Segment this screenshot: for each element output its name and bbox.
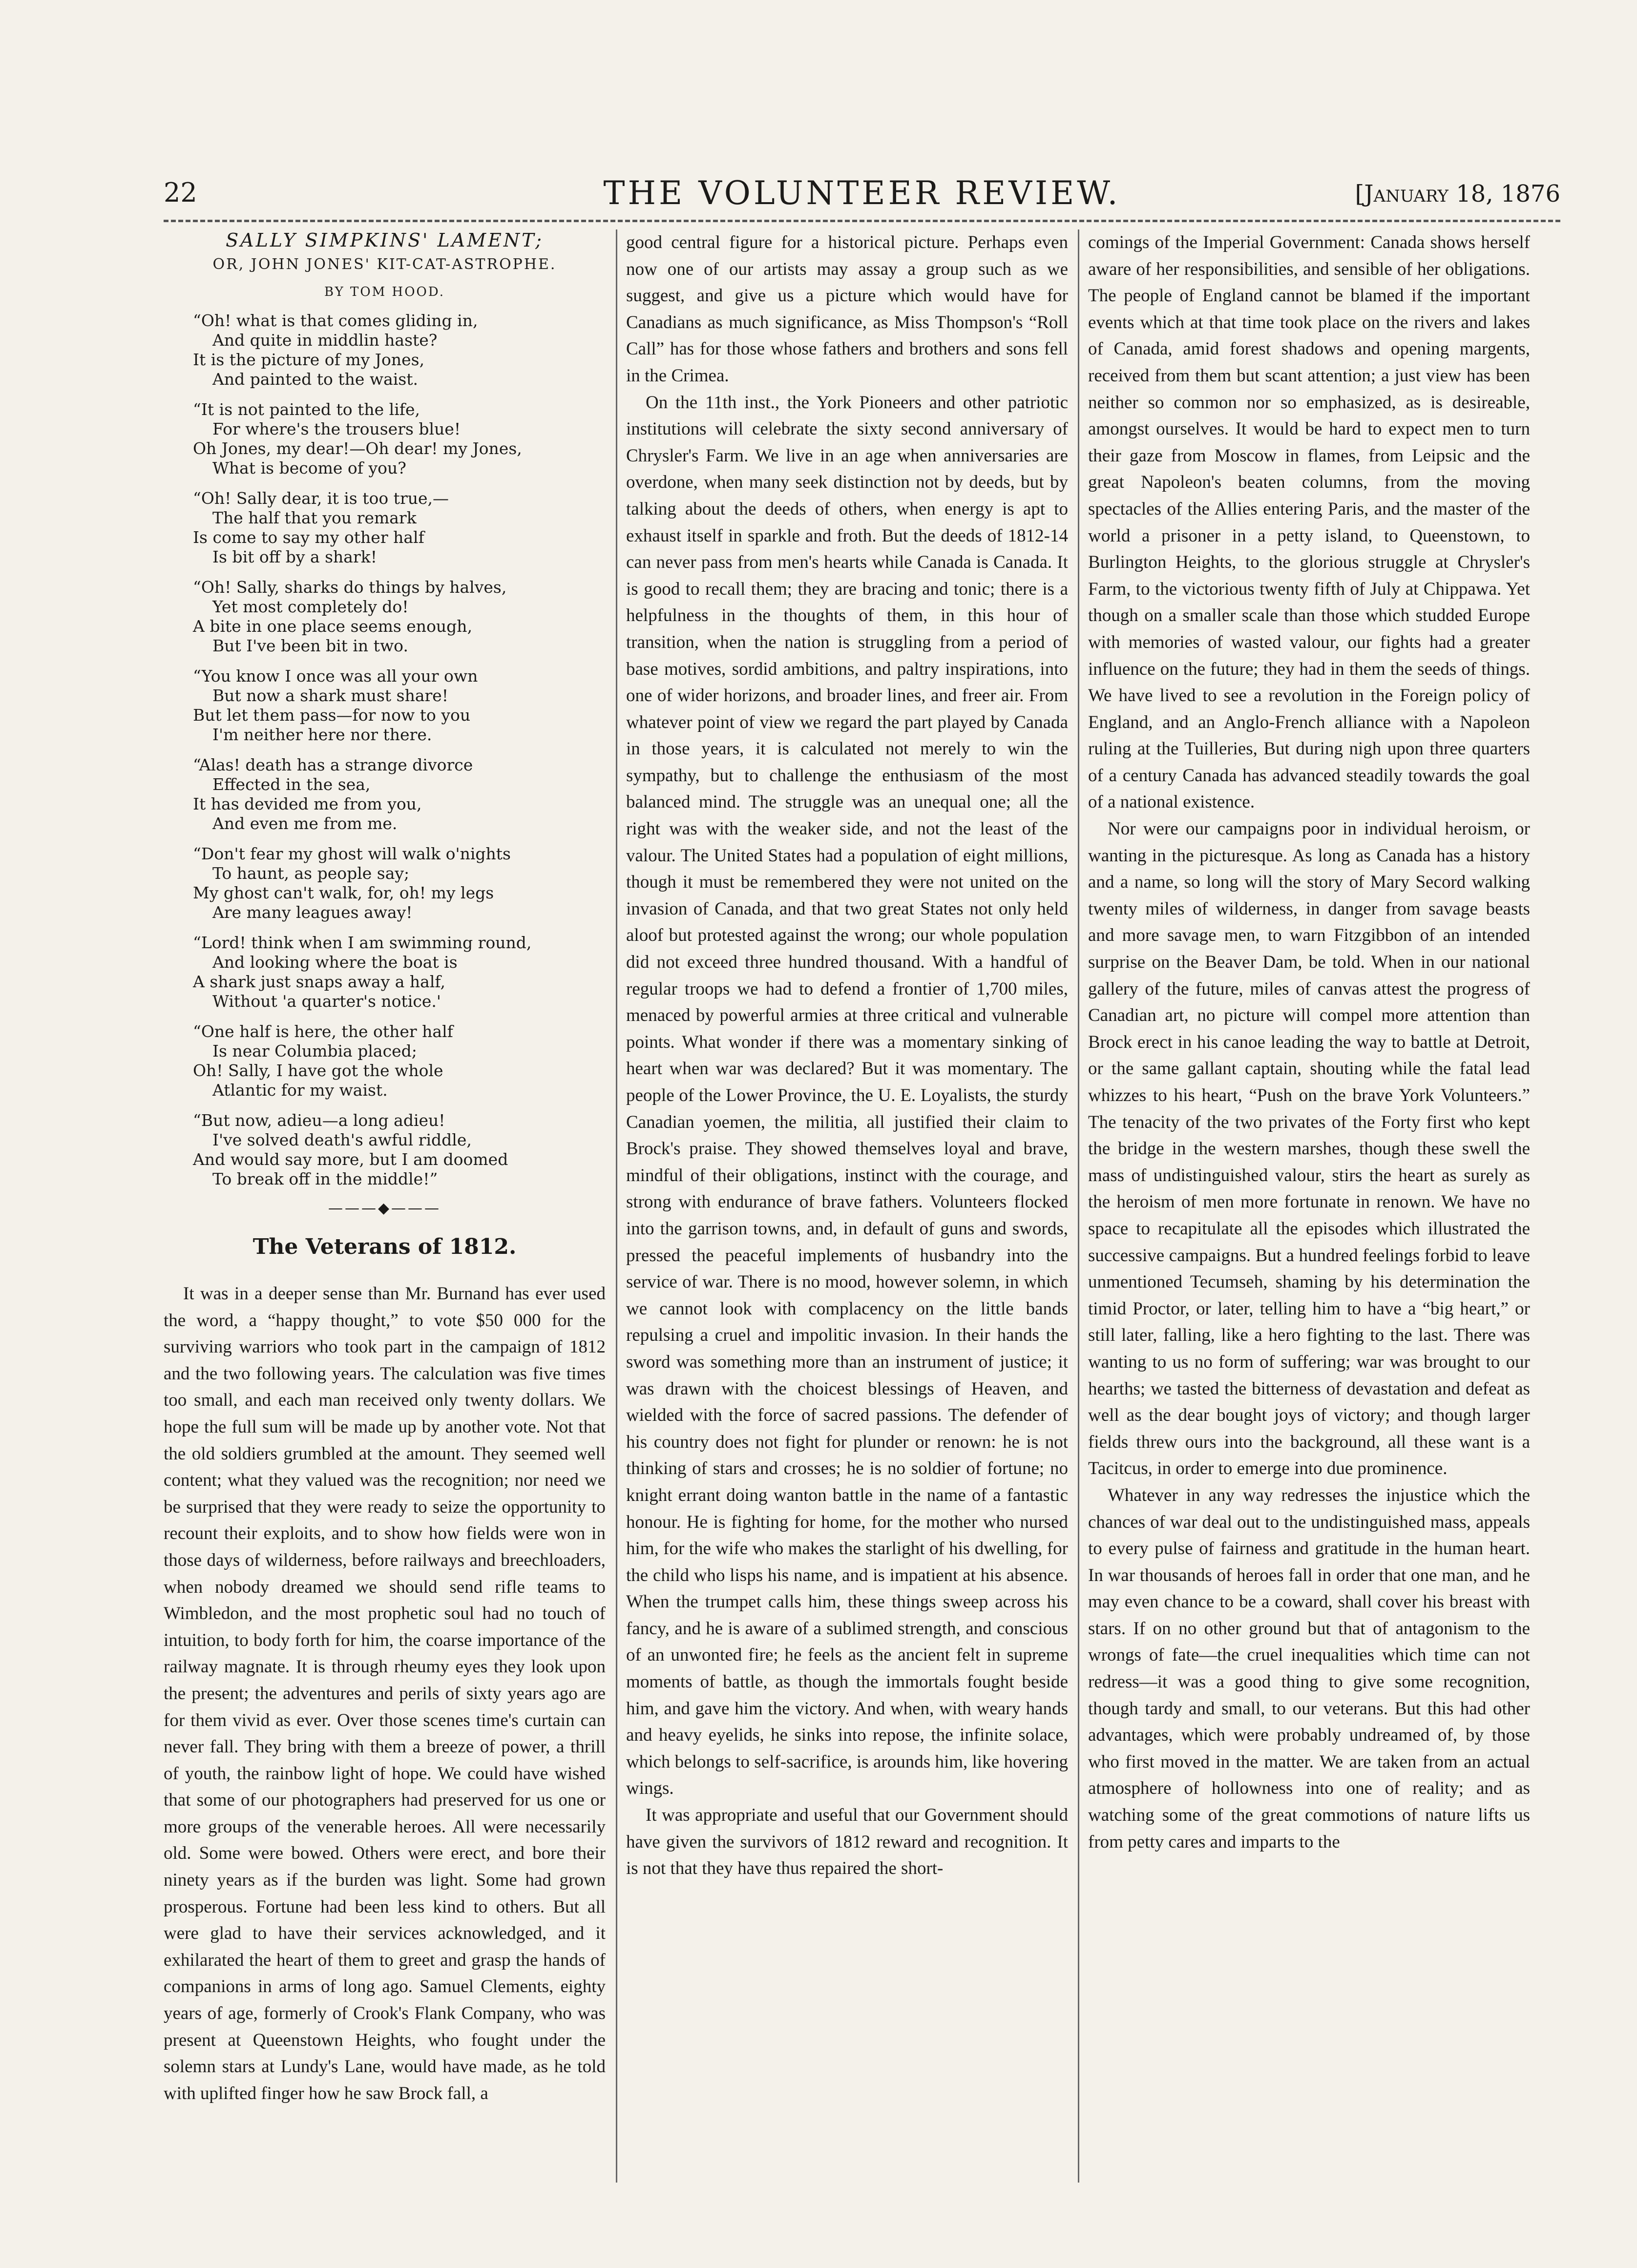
poem-stanza <box>164 1022 606 1100</box>
page-header <box>164 173 1560 212</box>
poem-stanza <box>164 844 606 922</box>
poem-line: And painted to the waist. <box>212 370 419 389</box>
poem-line: What is become of you? <box>212 458 406 478</box>
poem-line: Is near Columbia placed; <box>212 1041 417 1061</box>
poem-line: “Oh! what is that comes gliding in, <box>193 311 478 330</box>
poem-line: And would say more, but I am doomed <box>193 1150 508 1169</box>
poem-line: “Don't fear my ghost will walk o'nights <box>193 844 511 863</box>
poem-line: Oh! Sally, I have got the whole <box>193 1061 443 1080</box>
poem-byline: BY TOM HOOD. <box>324 285 445 299</box>
poem-line: “Alas! death has a strange divorce <box>193 755 473 774</box>
poem-line: “Oh! Sally dear, it is too true,— <box>193 489 449 508</box>
poem-line: A bite in one place seems enough, <box>193 617 473 636</box>
column-divider <box>1078 229 1079 2183</box>
poem-line: Oh Jones, my dear!—Oh dear! my Jones, <box>193 439 522 458</box>
column-1 <box>164 229 606 2183</box>
column-divider <box>616 229 617 2183</box>
column-2 <box>626 229 1068 2183</box>
article-title: The Veterans of 1812. <box>252 1234 517 1259</box>
paragraph: comings of the Imperial Government: Canada shows herself aware of her responsibilities, and sensible of her obligations. The people of England cannot be blamed if the important events which at that time took place on the rivers and lakes of Canada, amid forest shadows and opening margents, received from them but scant attention; a just view has been neither so common nor so emphasized, as is desireable, amongst ourselves. It would be hard to expect men to turn their gaze from Moscow in flames, from Leipsic and the great Napoleon's beaten columns, from the moving spectacles of the Allies entering Paris, and the master of the world a prisoner in a petty island, to Queenstown, to Burlington Heights, to the glorious struggle at Chrysler's Farm, to the victorious twenty fifth of July at Chippawa. Yet though on a smaller scale than those which studded Europe with memories of wasted valour, our fights had a greater influence on the future; they had in them the seeds of things. We have lived to see a revolution in the Foreign policy of England, and an Anglo-French alliance with a Napoleon ruling at the Tuilleries, But during nigh upon three quarters of a century Canada has advanced steadily towards the goal of a national existence. <box>1088 232 1530 812</box>
page-number: 22 <box>164 177 197 208</box>
poem-stanza <box>164 666 606 745</box>
poem-line: Is come to say my other half <box>193 528 424 547</box>
issue-date: [January 18, 1876 <box>1355 180 1560 208</box>
article-body-col1 <box>164 1281 606 2107</box>
header-rule <box>164 220 1560 222</box>
poem-line: “But now, adieu—a long adieu! <box>193 1111 445 1130</box>
poem-stanza <box>164 311 606 389</box>
poem-line: It has devided me from you, <box>193 794 422 813</box>
paragraph: It was in a deeper sense than Mr. Burnand has ever used the word, a “happy thought,” to vote $50 000 for the surviving warriors who took part in the campaign of 1812 and the two following years. The calculation was five times too small, and each man received only twenty dollars. We hope the full sum will be made up by another vote. Not that the old soldiers grumbled at the amount. They seemed well content; what they valued was the recognition; nor need we be surprised that they were ready to seize the opportunity to recount their exploits, and to show how fields were won in those days of wilderness, before railways and breechloaders, when nobody dreamed we should send rifle teams to Wimbledon, and the most prophetic soul had no touch of intuition, to body forth for him, the coarse importance of the railway magnate. It is through rheumy eyes they look upon the present; the adventures and perils of sixty years ago are for them vivid as ever. Over those scenes time's curtain can never fall. They bring with them a breeze of power, a thrill of youth, the rainbow light of hope. We could have wished that some of our photographers had preserved for us one or more groups of the venerable heroes. All were necessarily old. Some were bowed. Others were erect, and bore their ninety years as if the burden was light. Some had grown prosperous. Fortune had been less kind to others. But all were glad to have their services acknowledged, and it exhilarated the heart of them to greet and grasp the hands of companions in arms of long ago. Samuel Clements, eighty years of age, formerly of Crook's Flank Company, who was present at Queenstown Heights, who fought under the solemn stars at Lundy's Lane, would have made, as he told with uplifted finger how he saw Brock fall, a <box>164 1284 606 2103</box>
paragraph: Whatever in any way redresses the injustice which the chances of war deal out to the undistinguished mass, appeals to every pulse of fairness and gratitude in the human heart. In war thousands of heroes fall in order that one man, and he may even chance to be a coward, shall cover his breast with stars. If on no other ground but that of antagonism to the wrongs of fate—the cruel inequalities which time can not redress—it was a good thing to give some recognition, though tardy and small, to our veterans. But this had other advantages, which were probably undreamed of, by those who first moved in the matter. We are taken from an actual atmosphere of hollowness into one of reality; and as watching some of the great commotions of nature lifts us from petty cares and imparts to the <box>1088 1485 1530 1852</box>
poem-stanza <box>164 1111 606 1189</box>
poem-stanza <box>164 400 606 478</box>
poem-title: SALLY SIMPKINS' LAMENT; <box>226 229 544 251</box>
poem-line: But I've been bit in two. <box>212 636 408 655</box>
poem-line: Atlantic for my waist. <box>212 1081 388 1100</box>
poem-line: But let them pass—for now to you <box>193 706 471 725</box>
column-3 <box>1088 229 1530 2183</box>
poem-line: “It is not painted to the life, <box>193 400 420 419</box>
paragraph: Nor were our campaigns poor in individual heroism, or wanting in the picturesque. As long as Canada has a history and a name, so long will the story of Mary Secord walking twenty miles of wilderness, in danger from savage beasts and more savage men, to warn Fitzgibbon of an intended surprise on the Beaver Dam, be told. When in our national gallery of the future, miles of canvas attest the progress of Canadian art, no picture will compel more attention than Brock erect in his canoe leading the way to battle at Detroit, or the same gallant captain, shouting while the fatal lead whizzes to his heart, “Push on the brave York Volunteers.” The tenacity of the two privates of the Forty first who kept the bridge in the western marshes, though these swell the mass of undistinguished valour, stirs the heart as surely as the heroism of men more fortunate in renown. We have no space to recapitulate all the episodes which illustrated the successive campaigns. But a hundred feelings forbid to leave unmentioned Tecumseh, shaming by his determination the timid Proctor, or later, telling him to have a “big heart,” or still later, falling, like a hero fighting to the last. There was wanting to us no form of suffering; war was brought to our hearths; we tasted the bitterness of devastation and defeat as well as the dear bought joys of victory; and though larger fields threw ours into the background, all these want is a Tacitcus, in order to emerge into due prominence. <box>1088 819 1530 1479</box>
poem-line: “Oh! Sally, sharks do things by halves, <box>193 578 507 597</box>
paragraph: On the 11th inst., the York Pioneers and other patriotic institutions will celebrate the sixty second anniversary of Chrysler's Farm. We live in an age when anniversaries are overdone, when many seek distinction not by deeds, but by talking about the deeds of others, when energy is apt to exhaust itself in sparkle and froth. But the deeds of 1812-14 can never pass from men's hearts while Canada is Canada. It is good to recall them; they are bracing and tonic; there is a helpfulness in the thoughts of them, in this hour of transition, when the nation is struggling from a period of base motives, sordid ambitions, and paltry inspirations, into one of wider horizons, and broader lines, and freer air. From whatever point of view we regard the part played by Canada in those years, it is calculated not merely to win the sympathy, but to challenge the enthusiasm of the most balanced mind. The struggle was an unequal one; all the right was with the weaker side, and not the least of the valour. The United States had a population of eight millions, though it must be remembered they were not united on the invasion of Canada, and that two great States not only held aloof but protested against the wrong; our whole population did not exceed three hundred thousand. With a handful of regular troops we had to defend a frontier of 1,700 miles, menaced by powerful armies at three critical and vulnerable points. What wonder if there was a momentary sinking of heart when war was declared? But it was momentary. The people of the Lower Province, the U. E. Loyalists, the sturdy Canadian yoemen, the militia, all justified their claim to Brock's praise. They showed themselves loyal and brave, mindful of their obligations, instinct with the courage, and strong with endurance of brave fathers. Volunteers flocked into the garrison towns, and, in default of guns and swords, pressed the peaceful implements of husbandry into the service of war. There is no mood, however solemn, in which we cannot look with complacency on the little bands repulsing a cruel and impolitic invasion. In their hands the sword was something more than an instrument of justice; it was drawn with the choicest blessings of Heaven, and wielded with the force of sacred passions. The defender of his country does not fight for plunder or renown: he is not thinking of stars and crosses; he is no soldier of fortune; no knight errant doing wanton battle in the name of a fantastic honour. He is fighting for home, for the mother who nursed him, for the wife who makes the starlight of his dwelling, for the child who lisps his name, and is impatient at his absence. When the trumpet calls him, these things sweep across his fancy, and he is aware of a sublimed strength, and conscious of an unwonted fire; he feels as the ancient felt in supreme moments of battle, as though the immortals fought beside him, and gave him the victory. And when, with weary hands and heavy eyelids, he sinks into repose, the infinite solace, which belongs to self-sacrifice, is arounds him, like hovering wings. <box>626 392 1068 1799</box>
poem-line: I'm neither here nor there. <box>212 725 432 744</box>
poem-line: Without 'a quarter's notice.' <box>212 992 441 1011</box>
poem-stanza <box>164 578 606 656</box>
poem-line: “One half is here, the other half <box>193 1022 453 1041</box>
masthead: THE VOLUNTEER REVIEW. <box>603 174 1121 212</box>
poem-line: But now a shark must share! <box>212 686 449 705</box>
article-body-col2 <box>626 229 1068 1882</box>
poem-line: Is bit off by a shark! <box>212 547 378 566</box>
poem-subtitle: OR, JOHN JONES' KIT-CAT-ASTROPHE. <box>212 256 557 273</box>
poem-stanza <box>164 755 606 833</box>
poem-stanza <box>164 933 606 1011</box>
poem-line: To break off in the middle!” <box>212 1169 438 1188</box>
section-ornament: ———◆——— <box>328 1200 441 1217</box>
poem-line: To haunt, as people say; <box>212 864 410 883</box>
poem-line: It is the picture of my Jones, <box>193 350 425 369</box>
poem-line: The half that you remark <box>212 508 417 527</box>
poem-line: Effected in the sea, <box>212 775 371 794</box>
poem-line: And looking where the boat is <box>212 953 458 972</box>
poem-line: A shark just snaps away a half, <box>193 972 445 991</box>
poem-body <box>164 311 606 1189</box>
poem-line: I've solved death's awful riddle, <box>212 1130 472 1149</box>
article-body-col3 <box>1088 229 1530 1855</box>
poem-line: And quite in middlin haste? <box>212 331 438 350</box>
poem-line: “You know I once was all your own <box>193 666 478 686</box>
poem-line: “Lord! think when I am swimming round, <box>193 933 532 952</box>
paragraph: good central figure for a historical picture. Perhaps even now one of our artists may assay a group such as we suggest, and give us a picture which would have for Canadians as much significance, as Miss Thompson's “Roll Call” has for those whose fathers and brothers and sons fell in the Crimea. <box>626 232 1068 386</box>
poem-stanza <box>164 489 606 567</box>
poem-line: My ghost can't walk, for, oh! my legs <box>193 883 494 902</box>
paragraph: It was appropriate and useful that our Government should have given the survivors of 1812 reward and recognition. It is not that they have thus repaired the short- <box>626 1805 1068 1879</box>
poem-line: And even me from me. <box>212 814 398 833</box>
poem-line: Are many leagues away! <box>212 903 413 922</box>
poem-line: For where's the trousers blue! <box>212 419 461 438</box>
poem-line: Yet most completely do! <box>212 597 409 616</box>
